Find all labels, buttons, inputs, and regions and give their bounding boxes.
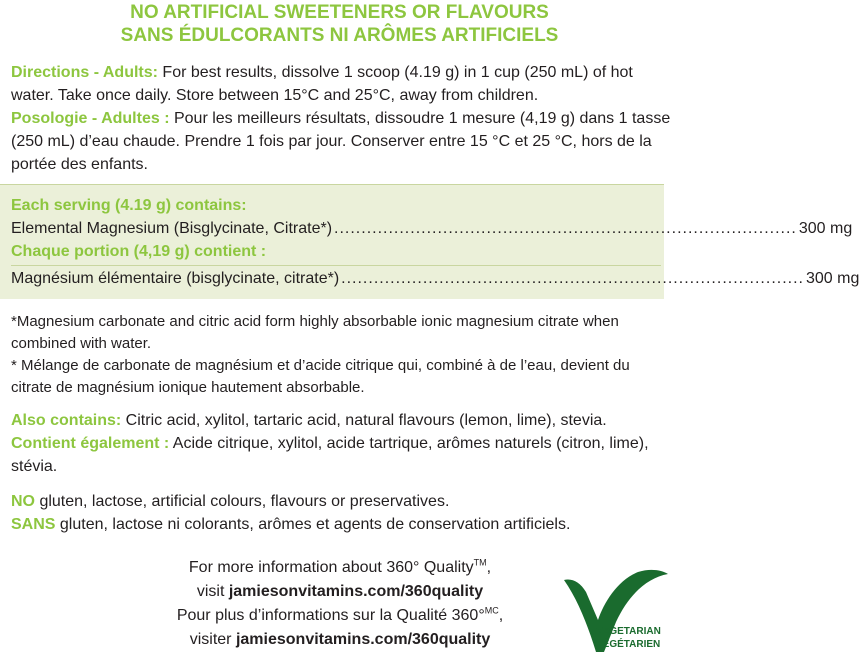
info-english-line2: [130, 580, 550, 604]
header-line-english: NO ARTIFICIAL SWEETENERS OR FLAVOURS: [130, 2, 549, 23]
serving-panel: [0, 184, 859, 299]
serving-row-english: [11, 218, 853, 240]
directions-english: [11, 61, 671, 107]
serving-heading-english: [11, 195, 661, 217]
info-english-line1: [130, 556, 550, 580]
free-from-text-english: gluten, lactose, artificial colours, flavours or preservatives.: [35, 493, 450, 510]
serving-amount-english: 300 mg: [798, 220, 853, 237]
also-contains-english: [11, 409, 671, 432]
serving-item-french: Magnésium élémentaire (bisglycinate, citrate*): [11, 270, 340, 287]
footnote-french: * Mélange de carbonate de magnésium et d’acide citrique qui, combiné à de l’eau, devient du citrate de magnésium ionique hautement absorbable.: [11, 357, 630, 396]
leader-dots: .....................................................................................: [334, 220, 797, 237]
serving-amount-french: 300 mg: [806, 270, 859, 287]
info-text: For more information about 360° Quality: [188, 559, 474, 576]
serving-heading-label: Each serving (4.19 g) contains:: [11, 197, 247, 214]
info-french-line2: [130, 628, 550, 652]
directions-french: [11, 107, 671, 176]
free-from-english: [11, 490, 671, 513]
directions-text: For best results, dissolve 1 scoop (4.19 g) in 1 cup (250 mL) of hot water. Take once daily. Store between 15°C and 25°C, away from children.: [11, 64, 633, 104]
trademark: TM: [473, 557, 487, 568]
directions-label: Directions - Adults:: [11, 64, 158, 81]
footnote-english: *Magnesium carbonate and citric acid form highly absorbable ionic magnesium citrate when combined with water.: [11, 313, 619, 352]
serving-heading-french: [11, 241, 661, 263]
portion-heading-label: Chaque portion (4,19 g) contient :: [11, 243, 267, 260]
vegetarian-label-french: VÉGÉTARIEN: [596, 639, 661, 650]
info-comma: ,: [486, 559, 492, 576]
posologie-text: Pour les meilleurs résultats, dissoudre 1 mesure (4,19 g) dans 1 tasse (250 mL) d’eau chaude. Prendre 1 fois par jour. Conserver entre 15 °C et 25 °C, hors de la portée des enfants.: [11, 110, 671, 173]
visit-text: visit: [196, 583, 229, 600]
website-link-english[interactable]: jamiesonvitamins.com/360quality: [228, 583, 484, 600]
leader-dots: .....................................................................................: [341, 270, 804, 287]
posologie-label: Posologie - Adultes :: [11, 110, 170, 127]
also-contains-label: Also contains:: [11, 412, 122, 429]
serving-row-french: [11, 265, 859, 290]
serving-item-english: Elemental Magnesium (Bisglycinate, Citrate*): [11, 220, 333, 237]
also-contains-text: Citric acid, xylitol, tartaric acid, natural flavours (lemon, lime), stevia.: [121, 412, 607, 429]
vegetarian-label-english: VEGETARIAN: [596, 626, 661, 637]
visiter-text: visiter: [189, 631, 236, 648]
also-contains-french: [11, 432, 671, 478]
sans-label: SANS: [11, 516, 56, 533]
info-french-line1: [130, 604, 550, 628]
contient-text: Acide citrique, xylitol, acide tartrique, arômes naturels (citron, lime), stévia.: [11, 435, 649, 475]
website-link-french[interactable]: jamiesonvitamins.com/360quality: [235, 631, 491, 648]
marque-de-commerce: MC: [484, 605, 499, 616]
info-comma-french: ,: [498, 607, 504, 624]
contient-label: Contient également :: [11, 435, 170, 452]
no-label: NO: [11, 493, 35, 510]
info-text-french: Pour plus d’informations sur la Qualité 360°: [176, 607, 485, 624]
free-from-text-french: gluten, lactose ni colorants, arômes et agents de conservation artificiels.: [55, 516, 571, 533]
header-line-french: SANS ÉDULCORANTS NI ARÔMES ARTIFICIELS: [120, 25, 559, 46]
free-from-french: [11, 513, 671, 536]
